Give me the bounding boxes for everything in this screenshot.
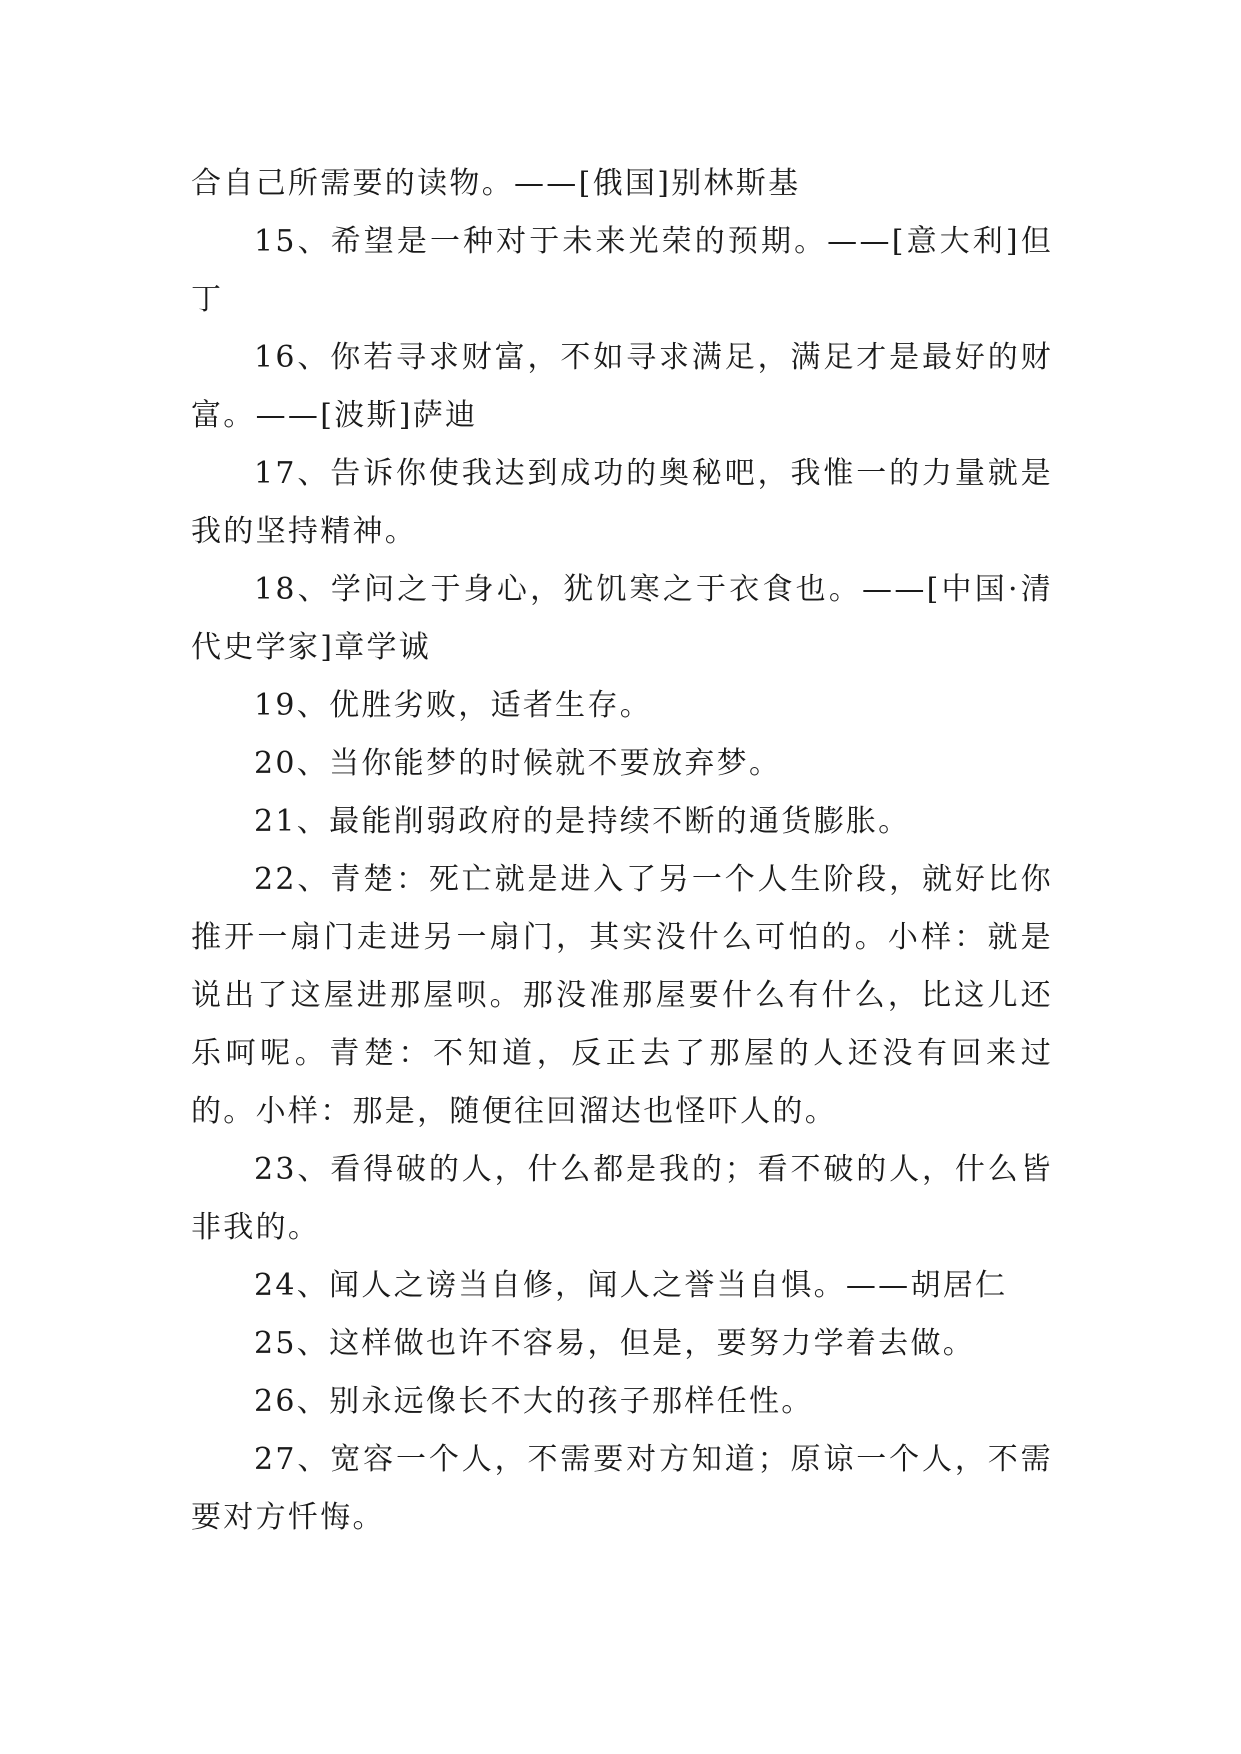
paragraph-continued: 合自己所需要的读物。——[俄国]别林斯基 [191,166,801,201]
quote-21: 21、最能削弱政府的是持续不断的通货膨胀。 [254,804,911,839]
quote-17: 17、告诉你使我达到成功的奥秘吧，我惟一的力量就是我的坚持精神。 [191,456,1053,549]
quote-24: 24、闻人之谤当自修，闻人之誉当自惧。——胡居仁 [254,1268,1008,1303]
quote-23: 23、看得破的人，什么都是我的；看不破的人，什么皆非我的。 [191,1152,1053,1245]
quote-20: 20、当你能梦的时候就不要放弃梦。 [254,746,782,781]
document-body [191,155,1053,1547]
quote-18: 18、学问之于身心，犹饥寒之于衣食也。——[中国·清代史学家]章学诚 [191,572,1053,665]
quote-27: 27、宽容一个人，不需要对方知道；原谅一个人，不需要对方忏悔。 [191,1442,1053,1535]
quote-25: 25、这样做也许不容易，但是，要努力学着去做。 [254,1326,976,1361]
quote-19: 19、优胜劣败，适者生存。 [254,688,653,723]
quote-26: 26、别永远像长不大的孩子那样任性。 [254,1384,814,1419]
quote-22: 22、青楚：死亡就是进入了另一个人生阶段，就好比你推开一扇门走进另一扇门，其实没什么可怕的。小样：就是说出了这屋进那屋呗。那没准那屋要什么有什么，比这儿还乐呵呢。青楚：不知道，反正去了那屋的人还没有回来过的。小样：那是，随便往回溜达也怪吓人的。 [191,862,1053,1129]
quote-15: 15、希望是一种对于未来光荣的预期。——[意大利]但丁 [191,224,1053,317]
quote-16: 16、你若寻求财富，不如寻求满足，满足才是最好的财富。——[波斯]萨迪 [191,340,1053,433]
